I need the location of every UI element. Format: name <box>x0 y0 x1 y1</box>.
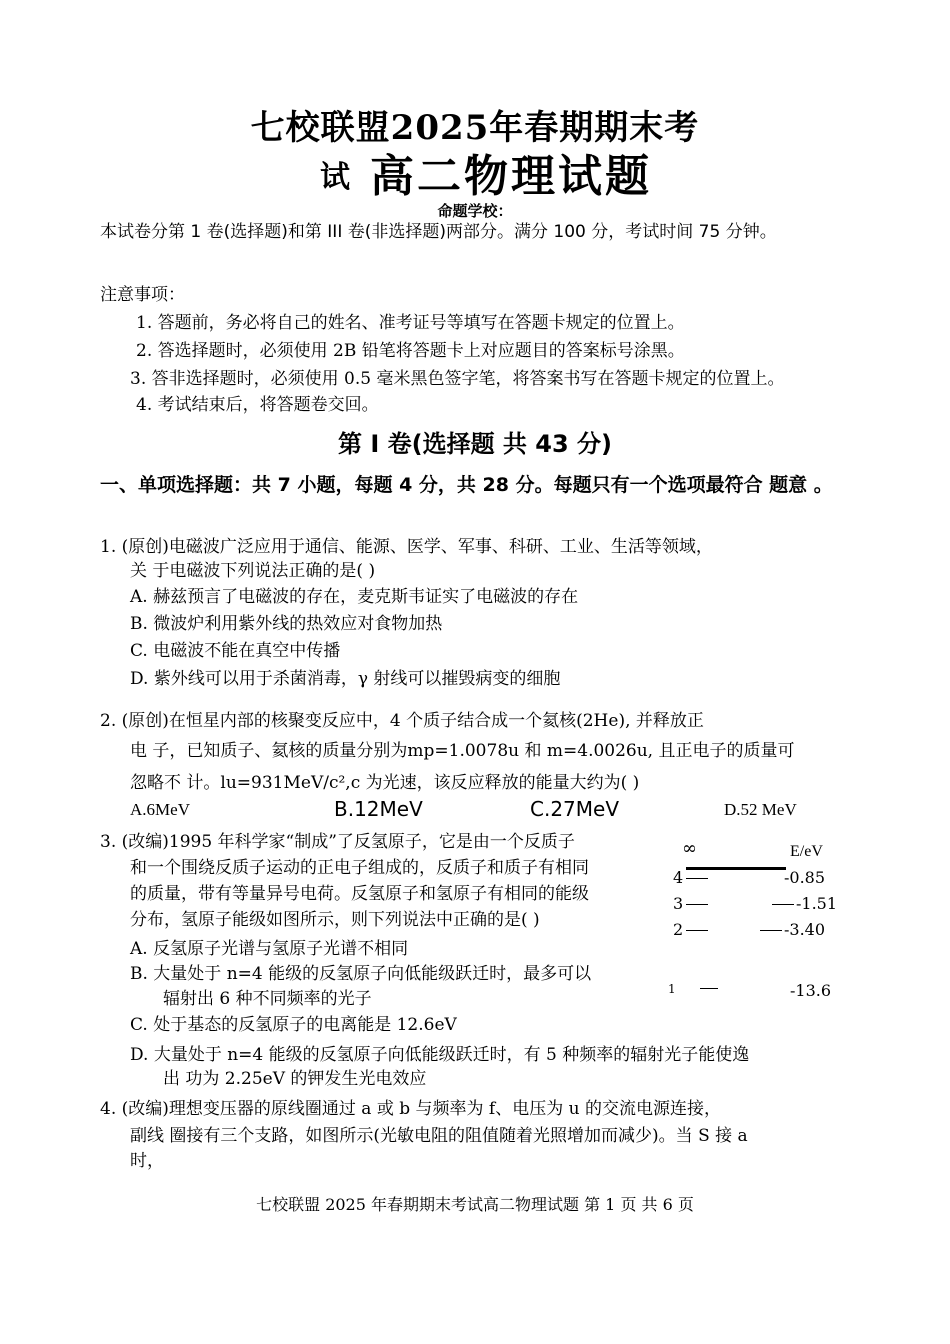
level-energy-label: -13.6 <box>790 981 832 1000</box>
part-heading: 一、单项选择题：共 7 小题，每题 4 分，共 28 分。每题只有一个选项最符合 题意 。 <box>100 474 833 496</box>
q4-line1: 4. (改编)理想变压器的原线圈通过 a 或 b 与频率为 f、电压为 u 的交流电源连接， <box>100 1099 721 1119</box>
q4-line3: 时， <box>130 1151 164 1171</box>
q2-option-c: C.27MeV <box>530 797 620 821</box>
q3-option-a: A. 反氢原子光谱与氢原子光谱不相同 <box>130 939 409 959</box>
notice-item: 1. 答题前，务必将自己的姓名、准考证号等填写在答题卡规定的位置上。 <box>136 313 685 333</box>
q1-option-a: A. 赫兹预言了电磁波的存在，麦克斯韦证实了电磁波的存在 <box>130 587 579 607</box>
section-title: 第 I 卷(选择题 共 43 分) <box>337 430 613 458</box>
q3-line: 3. (改编)1995 年科学家“制成”了反氢原子，它是由一个反质子 <box>100 832 575 852</box>
school-label: 命题学校： <box>437 202 513 220</box>
q3-line: 分布，氢原子能级如图所示，则下列说法中正确的是( ) <box>130 910 540 930</box>
q2-option-b: B.12MeV <box>334 797 423 821</box>
q4-line2: 副线 圈接有三个支路，如图所示(光敏电阻的阻值随着光照增加而减少)。当 S 接 a <box>130 1126 748 1146</box>
q3-line: 和一个围绕反质子运动的正电子组成的，反质子和质子有相同 <box>130 858 589 878</box>
exam-intro: 本试卷分第 1 卷(选择题)和第 III 卷(非选择题)两部分。满分 100 分，考试时间 75 分钟。 <box>100 222 777 242</box>
level-n-label: 3 <box>673 894 684 913</box>
level-n-label: 4 <box>673 868 684 887</box>
level-line <box>760 930 782 931</box>
q2-option-a: A.6MeV <box>130 800 190 819</box>
q3-option-b: B. 大量处于 n=4 能级的反氢原子向低能级跃迁时，最多可以 <box>130 964 592 984</box>
level-energy-label: -1.51 <box>796 894 838 913</box>
level-line <box>700 988 718 989</box>
notice-heading: 注意事项： <box>100 285 185 305</box>
level-n-label: 2 <box>673 920 684 939</box>
notice-item: 3. 答非选择题时，必须使用 0.5 毫米黑色签字笔，将答案书写在答题卡规定的位置上。 <box>130 369 785 389</box>
level-n-label: 1 <box>668 982 676 996</box>
level-line <box>772 904 794 905</box>
q1-option-b: B. 微波炉利用紫外线的热效应对食物加热 <box>130 614 443 634</box>
q1-line1: 1. (原创)电磁波广泛应用于通信、能源、医学、军事、科研、工业、生活等领域， <box>100 537 713 557</box>
level-infinity-line <box>686 867 786 870</box>
q1-option-c: C. 电磁波不能在真空中传播 <box>130 641 341 661</box>
page-footer: 七校联盟 2025 年春期期末考试高二物理试题 第 1 页 共 6 页 <box>256 1195 694 1214</box>
q3-line: 的质量，带有等量异号电荷。反氢原子和氢原子有相同的能级 <box>130 884 589 904</box>
q3-option-d-cont: 出 功为 2.25eV 的钾发生光电效应 <box>163 1069 427 1089</box>
level-line <box>686 878 708 879</box>
notice-item: 4. 考试结束后，将答题卷交回。 <box>136 395 379 415</box>
q3-option-b-cont: 辐射出 6 种不同频率的光子 <box>163 989 372 1009</box>
notice-item: 2. 答选择题时，必须使用 2B 铅笔将答题卡上对应题目的答案标号涂黑。 <box>136 341 685 361</box>
q1-option-d: D. 紫外线可以用于杀菌消毒，γ 射线可以摧毁病变的细胞 <box>130 669 561 689</box>
q2-line3: 忽略不 计。lu=931MeV/c²,c 为光速，该反应释放的能量大约为( ) <box>130 773 640 793</box>
q2-line1: 2. (原创)在恒星内部的核聚变反应中，4 个质子结合成一个氦核(2He), 并释放正 <box>100 711 704 731</box>
level-energy-label: -3.40 <box>784 920 826 939</box>
exam-title-line1: 七校联盟2025年春期期末考 <box>250 108 700 148</box>
q3-option-c: C. 处于基态的反氢原子的电离能是 12.6eV <box>130 1015 457 1035</box>
q2-option-d: D.52 MeV <box>724 800 797 819</box>
level-line <box>686 904 708 905</box>
level-line <box>686 930 708 931</box>
energy-unit-label: E/eV <box>790 843 823 860</box>
q1-line2: 关 于电磁波下列说法正确的是( ) <box>130 561 376 581</box>
infinity-label: ∞ <box>682 838 697 859</box>
q2-line2: 电 子，已知质子、氦核的质量分别为mp=1.0078u 和 m=4.0026u, 且正电子的质量可 <box>130 741 795 761</box>
exam-title-line2-main: 高二物理试题 <box>370 151 652 202</box>
level-energy-label: -0.85 <box>784 868 826 887</box>
q3-option-d: D. 大量处于 n=4 能级的反氢原子向低能级跃迁时，有 5 种频率的辐射光子能使逸 <box>130 1045 750 1065</box>
exam-title-line2-lead: 试 <box>320 160 350 195</box>
